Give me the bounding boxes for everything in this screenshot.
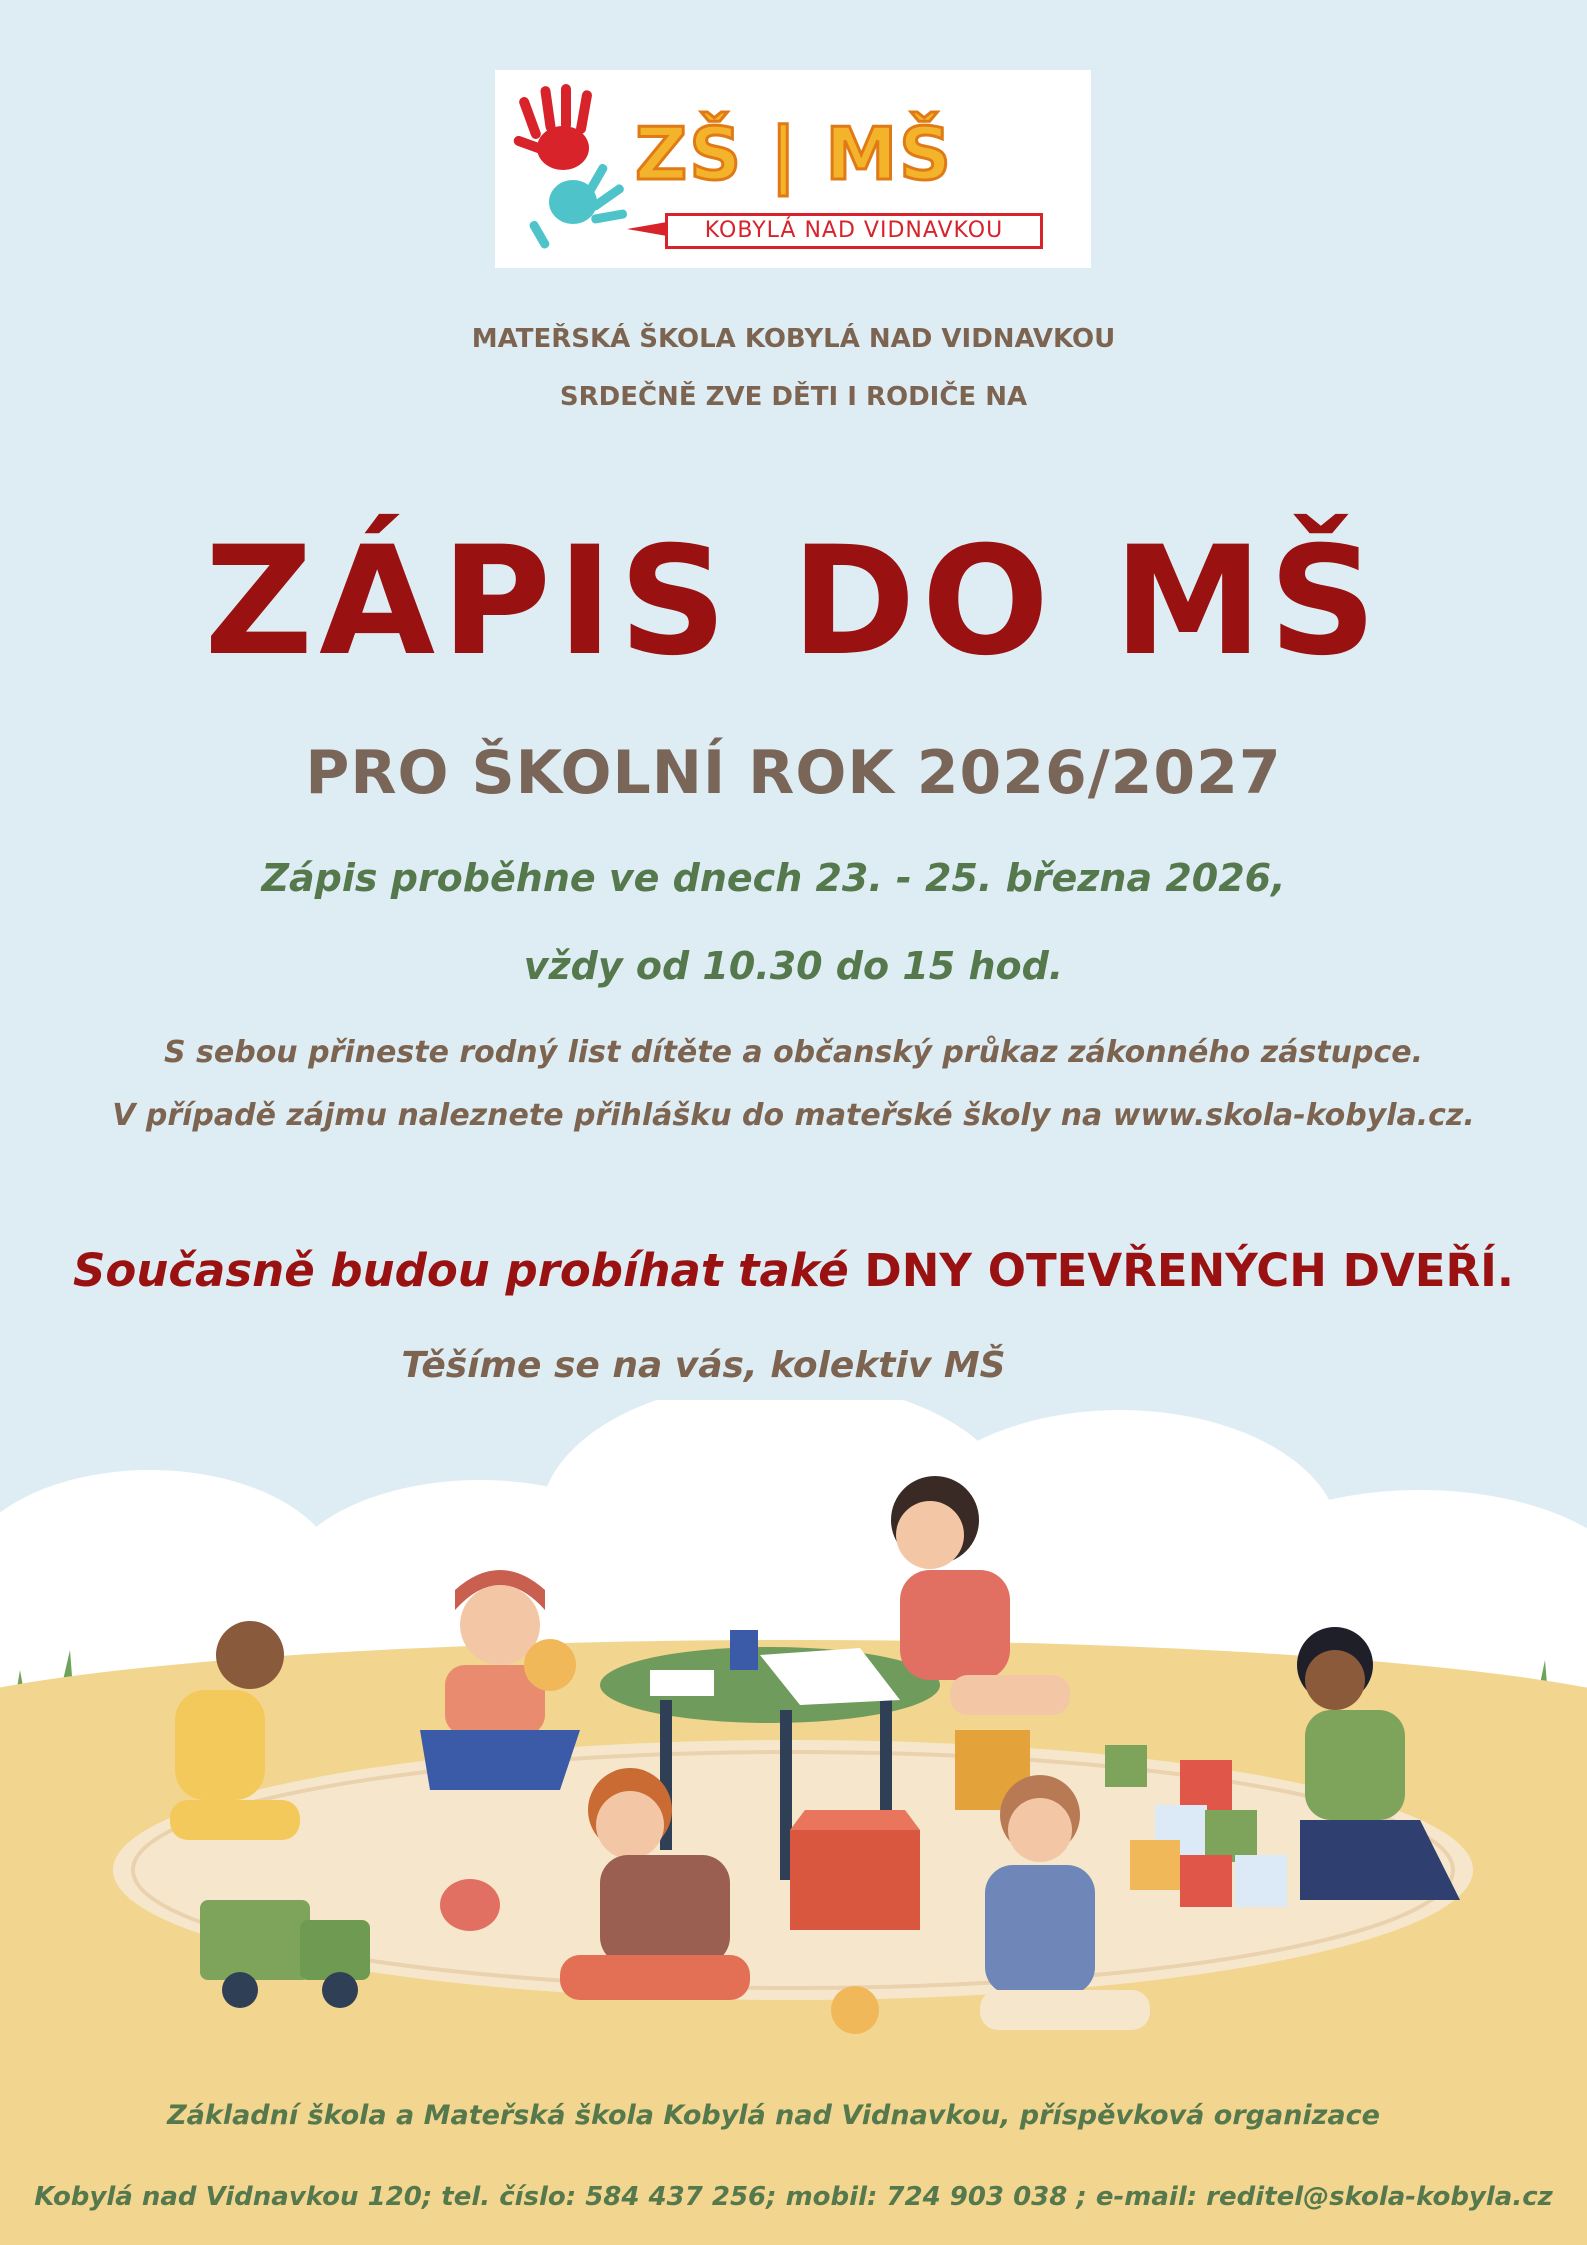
logo-subtitle: KOBYLÁ NAD VIDNAVKOU [665,213,1043,249]
enrollment-dates: Zápis proběhne ve dnech 23. - 25. března 2026, [261,856,1286,900]
open-days-prefix: Současně budou probíhat také [73,1244,865,1297]
intro-line-1: MATEŘSKÁ ŠKOLA KOBYLÁ NAD VIDNAVKOU [471,324,1116,354]
open-days-highlight: DNY OTEVŘENÝCH DVEŘÍ. [864,1244,1514,1297]
intro-line-2: SRDEČNĚ ZVE DĚTI I RODIČE NA [559,382,1028,412]
school-logo [495,70,1091,268]
enrollment-hours: vždy od 10.30 do 15 hod. [523,944,1064,988]
page-title: ZÁPIS DO MŠ [204,515,1383,689]
hands-logo-icon [495,70,635,268]
logo-title: ZŠ | MŠ [635,112,953,196]
application-note: V případě zájmu naleznete přihlášku do mateřské školy na www.skola-kobyla.cz. [112,1098,1475,1133]
page-subtitle: PRO ŠKOLNÍ ROK 2026/2027 [305,738,1282,808]
greeting: Těšíme se na vás, kolektiv MŠ [401,1345,1006,1386]
documents-note: S sebou přineste rodný list dítěte a občanský průkaz zákonného zástupce. [163,1035,1424,1070]
footer-organization: Základní škola a Mateřská škola Kobylá nad Vidnavkou, příspěvková organizace [167,2100,1380,2131]
footer-contact: Kobylá nad Vidnavkou 120; tel. číslo: 584 437 256; mobil: 724 903 038 ; e-mail: reditel@skola-kobyla.cz [34,2182,1553,2212]
open-days-notice [0,1244,1587,1297]
